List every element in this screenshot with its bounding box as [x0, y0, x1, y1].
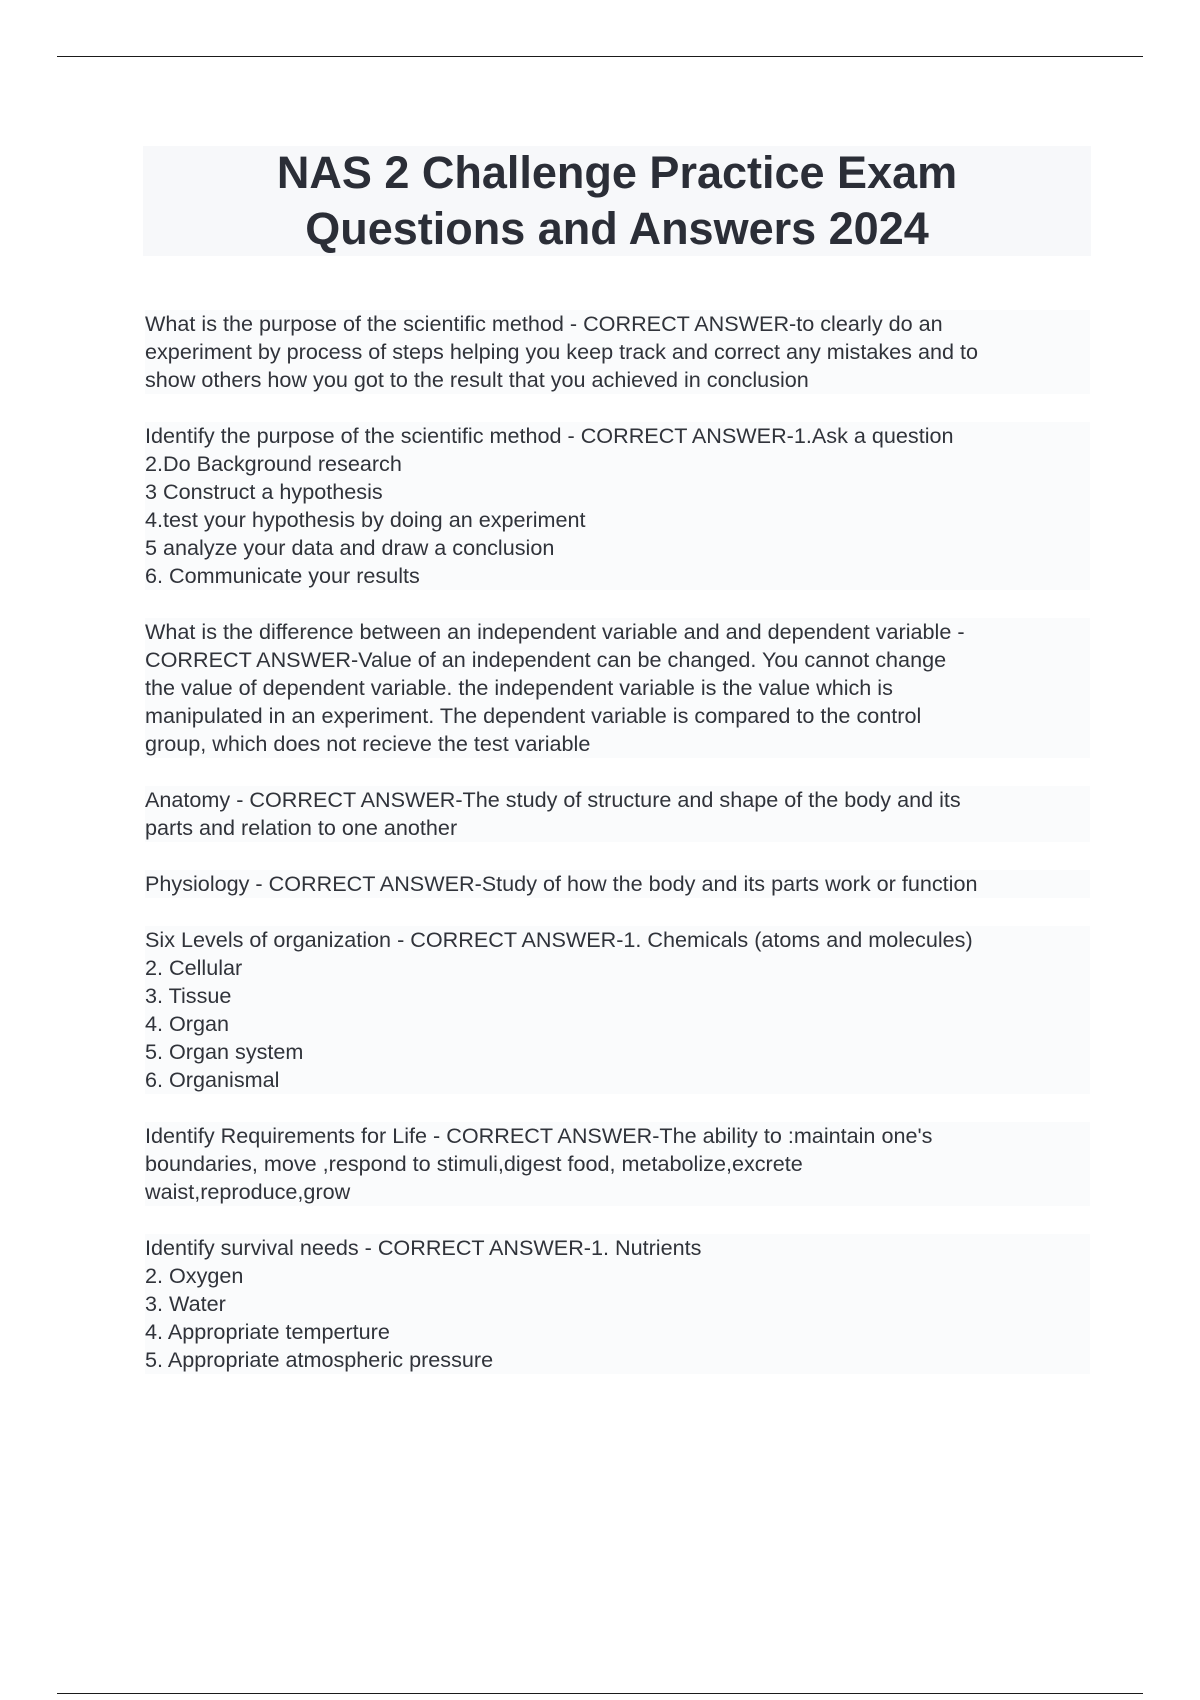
title-banner	[143, 146, 1091, 256]
qa-line: boundaries, move ,respond to stimuli,digest food, metabolize,excrete	[145, 1151, 803, 1176]
qa-line: What is the purpose of the scientific method - CORRECT ANSWER-to clearly do an	[145, 311, 943, 336]
qa-line: 4. Appropriate temperture	[145, 1319, 390, 1344]
qa-line: Identify Requirements for Life - CORRECT ANSWER-The ability to :maintain one's	[145, 1123, 933, 1148]
title-line: Questions and Answers 2024	[305, 203, 929, 254]
qa-line: 3. Water	[145, 1291, 226, 1316]
qa-item	[145, 422, 1090, 590]
qa-line: 2. Cellular	[145, 955, 243, 980]
qa-item	[145, 786, 1090, 842]
qa-line: experiment by process of steps helping you keep track and correct any mistakes and to	[145, 339, 978, 364]
qa-line: 6. Communicate your results	[145, 563, 420, 588]
qa-line: CORRECT ANSWER-Value of an independent can be changed. You cannot change	[145, 647, 947, 672]
qa-line: 4.test your hypothesis by doing an experiment	[145, 507, 586, 532]
qa-line: group, which does not recieve the test variable	[145, 731, 591, 756]
qa-line: 6. Organismal	[145, 1067, 280, 1092]
qa-item	[145, 926, 1090, 1094]
bottom-divider	[57, 1693, 1143, 1694]
qa-item	[145, 870, 1090, 898]
qa-line: parts and relation to one another	[145, 815, 458, 840]
qa-line: 3 Construct a hypothesis	[145, 479, 383, 504]
qa-line: 2. Oxygen	[145, 1263, 244, 1288]
qa-line: 5 analyze your data and draw a conclusion	[145, 535, 555, 560]
qa-line: 5. Appropriate atmospheric pressure	[145, 1347, 494, 1372]
qa-line: 3. Tissue	[145, 983, 232, 1008]
qa-line: Identify the purpose of the scientific method - CORRECT ANSWER-1.Ask a question	[145, 423, 954, 448]
qa-line: the value of dependent variable. the independent variable is the value which is	[145, 675, 893, 700]
title-line: NAS 2 Challenge Practice Exam	[276, 147, 958, 198]
qa-line: manipulated in an experiment. The dependent variable is compared to the control	[145, 703, 922, 728]
qa-line: Six Levels of organization - CORRECT ANSWER-1. Chemicals (atoms and molecules)	[145, 927, 973, 952]
qa-line: 4. Organ	[145, 1011, 230, 1036]
qa-item	[145, 1234, 1090, 1374]
qa-item	[145, 1122, 1090, 1206]
top-divider	[57, 56, 1143, 57]
qa-item	[145, 310, 1090, 394]
qa-line: What is the difference between an independent variable and and dependent variable -	[145, 619, 965, 644]
qa-line: Anatomy - CORRECT ANSWER-The study of structure and shape of the body and its	[145, 787, 961, 812]
qa-list	[145, 310, 1090, 1402]
qa-line: Physiology - CORRECT ANSWER-Study of how the body and its parts work or function	[145, 871, 978, 896]
qa-line: waist,reproduce,grow	[145, 1179, 351, 1204]
qa-line: Identify survival needs - CORRECT ANSWER-1. Nutrients	[145, 1235, 702, 1260]
qa-item	[145, 618, 1090, 758]
qa-line: show others how you got to the result that you achieved in conclusion	[145, 367, 809, 392]
qa-line: 2.Do Background research	[145, 451, 402, 476]
qa-line: 5. Organ system	[145, 1039, 304, 1064]
page-title	[277, 145, 957, 257]
